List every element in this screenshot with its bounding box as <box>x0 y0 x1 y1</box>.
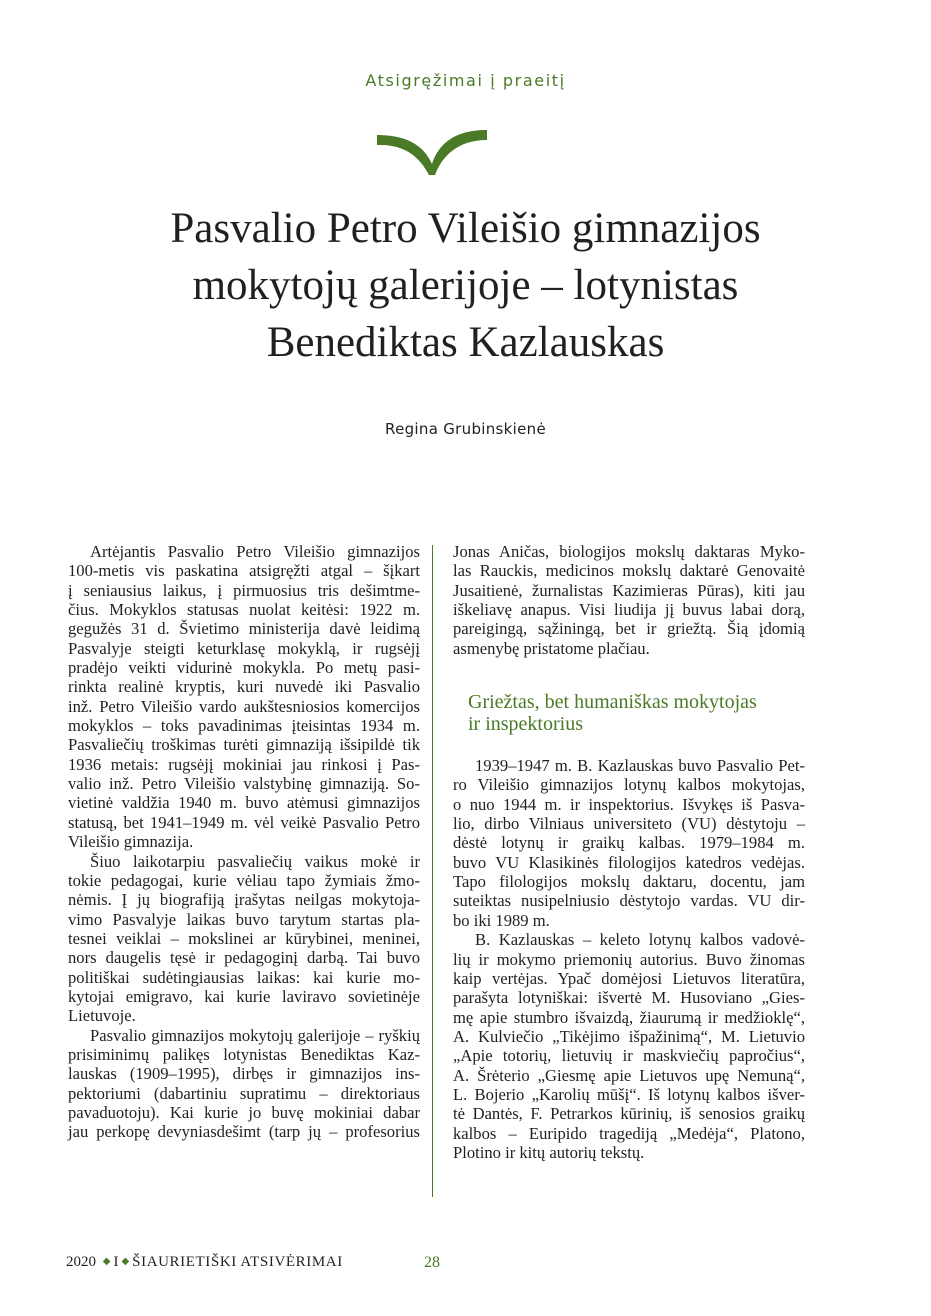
page-number: 28 <box>424 1254 440 1271</box>
text-line: Plotino ir kitų autorių tekstų. <box>453 1142 645 1162</box>
footer-issue: I <box>113 1254 119 1270</box>
text-line: tė Dantės, F. Petrarkos kūrinių, iš senosios graikų <box>453 1104 805 1124</box>
column-divider <box>432 545 433 1197</box>
text-line: bo iki 1989 m. <box>453 910 550 930</box>
title-line: Pasvalio Petro Vileišio gimnazijos <box>170 205 761 252</box>
text-line: valio inž. Petro Vileišio valstybinę gimnaziją. So- <box>68 774 420 794</box>
text-line: Pasvaliečių troškimas turėti gimnaziją išsipildė tik <box>68 735 420 755</box>
text-line: Jusaitienė, žurnalistas Kazimieras Pūras), kiti jau <box>453 580 805 600</box>
text-line: į seniausius laikus, į pirmuosius tris dešimtme- <box>68 580 420 600</box>
text-line: lių ir mokymo priemonių autorius. Buvo žinomas <box>453 949 805 969</box>
text-line: Pasvalyje steigti keturklasę mokyklą, ir rugsėjį <box>68 638 420 658</box>
paragraph <box>68 1026 420 1142</box>
paragraph <box>453 756 805 930</box>
text-line: Lietuvoje. <box>68 1006 136 1026</box>
text-line: pareigingą, sąžiningą, bet ir griežtą. Šią įdomią <box>453 619 805 639</box>
text-line: suteiktas nusipelniusio dėstytojo vardas. VU dir- <box>453 891 805 911</box>
text-line: tesnei veiklai – mokslinei ar kūrybinei, meninei, <box>68 928 420 948</box>
text-line: nors daugelis tęsė ir pedagoginį darbą. Tai buvo <box>68 948 420 968</box>
text-line: Jonas Aničas, biologijos mokslų daktaras Myko- <box>453 542 805 561</box>
title-line: Benediktas Kazlauskas <box>266 319 665 366</box>
text-line: 1939–1947 m. B. Kazlauskas buvo Pasvalio Pet- <box>475 756 805 776</box>
article-title <box>0 200 931 371</box>
text-line: gegužės 31 d. Švietimo ministerija davė leidimą <box>68 619 420 639</box>
paragraph <box>68 852 420 1026</box>
text-line: čius. Mokyklos statusas nuolat keitėsi: 1922 m. <box>68 600 420 620</box>
diamond-bullet-icon: ◆ <box>102 1256 111 1267</box>
left-column <box>68 542 420 1142</box>
section-subheading <box>468 691 805 735</box>
text-line: lauskas (1909–1995), dirbęs ir gimnazijos ins- <box>68 1064 420 1084</box>
text-line: 1936 metais: rugsėjį mokiniai jau rinkosi į Pas- <box>68 754 420 774</box>
title-line: mokytojų galerijoje – lotynistas <box>192 262 739 309</box>
text-line: prisiminimų palikęs lotynistas Benediktas Kaz- <box>68 1044 420 1064</box>
text-line: 100-metis vis paskatina atsigręžti atgal – šįkart <box>68 561 420 581</box>
diamond-bullet-icon: ◆ <box>121 1256 130 1267</box>
text-line: iškeliavę anapus. Visi liudija jį buvus labai dorą, <box>453 600 805 620</box>
text-line: jau perkopę devyniasdešimt (tarp jų – profesorius <box>68 1122 420 1142</box>
text-line: ro Vileišio gimnazijos lotynų kalbos mokytojas, <box>453 775 805 795</box>
right-column <box>453 542 805 1162</box>
paragraph <box>68 542 420 852</box>
subheading-line: ir inspektorius <box>468 713 583 736</box>
text-line: kalbos – Euripido tragediją „Medėja“, Platono, <box>453 1123 805 1143</box>
footer-year: 2020 <box>66 1254 96 1270</box>
text-line: Pasvalio gimnazijos mokytojų galerijoje – ryškių <box>90 1025 420 1045</box>
right-column-intro <box>453 542 805 658</box>
text-line: „Apie totorių, lietuvių ir maskviečių papročius“, <box>453 1046 805 1066</box>
footer <box>66 1254 343 1271</box>
text-line: dėstė lotynų ir graikų kalbas. 1979–1984 m. <box>453 833 805 853</box>
text-line: pektoriumi (dabartiniu supratimu – direktoriaus <box>68 1083 420 1103</box>
text-line: Artėjantis Pasvalio Petro Vileišio gimnazijos <box>90 542 420 561</box>
text-line: o nuo 1944 m. ir inspektorius. Išvykęs iš Pasva- <box>453 794 805 814</box>
text-line: politiškai sudėtingiausias laikas: kai kurie mo- <box>68 967 420 987</box>
text-line: L. Bojerio „Karolių mūšį“. Iš lotynų kalbos išver- <box>453 1084 805 1104</box>
text-line: vimo Pasvalyje laikas buvo tarytum startas pla- <box>68 909 420 929</box>
text-line: Šiuo laikotarpiu pasvaliečių vaikus mokė ir <box>90 851 420 871</box>
text-line: pradėjo veikti vidurinė mokykla. Po metų pasi- <box>68 658 420 678</box>
paragraph <box>453 542 805 658</box>
text-line: B. Kazlauskas – keleto lotynų kalbos vadovė- <box>475 930 805 950</box>
text-line: asmenybę pristatome plačiau. <box>453 638 650 658</box>
text-line: inž. Petro Vileišio vardo aukštesniosios komercijos <box>68 696 420 716</box>
text-line: nėmis. Į jų biografiją įrašytas neilgas mokytoja- <box>68 890 420 910</box>
text-line: mokyklos – toks pavadinimas įteisintas 1934 m. <box>68 716 420 736</box>
leaf-v-ornament-icon <box>374 118 490 176</box>
text-line: las Rauckis, medicinos mokslų daktarė Genovaitė <box>453 561 805 581</box>
text-line: vietinė valdžia 1940 m. buvo atėmusi gimnazijos <box>68 793 420 813</box>
text-line: Vileišio gimnazija. <box>68 832 194 852</box>
subheading-line: Griežtas, bet humaniškas mokytojas <box>468 691 757 714</box>
text-line: buvo VU Klasikinės filologijos katedros vedėjas. <box>453 852 805 872</box>
text-line: kaip vertėjas. Ypač domėjosi Lietuvos literatūra, <box>453 968 805 988</box>
text-line: Tapo filologijos mokslų daktaru, docentu, jam <box>453 872 805 892</box>
text-line: statusą, bet 1941–1949 m. vėl veikė Pasvalio Petro <box>68 812 420 832</box>
right-column-body <box>453 756 805 1162</box>
section-label: Atsigręžimai į praeitį <box>365 71 566 90</box>
author-name: Regina Grubinskienė <box>385 420 546 438</box>
text-line: kytojai emigravo, kai kurie laviravo sovietinėje <box>68 986 420 1006</box>
text-line: A. Šrėterio „Giesmę apie Lietuvos upę Nemuną“, <box>453 1065 805 1085</box>
text-line: tokie pedagogai, kurie vėliau tapo žymiais žmo- <box>68 870 420 890</box>
paragraph <box>453 930 805 1162</box>
text-line: rinkta realinė kryptis, kuri nuvedė iki Pasvalio <box>68 677 420 697</box>
text-line: A. Kulviečio „Tikėjimo išpažinimą“, M. Lietuvio <box>453 1026 805 1046</box>
text-line: lio, dirbo Vilniaus universiteto (VU) dėstytoju – <box>453 814 805 834</box>
text-line: parašyta lotyniškai: išvertė M. Husoviano „Gies- <box>453 988 805 1008</box>
text-line: mę apie stumbro išvaizdą, žiaurumą ir medžioklę“, <box>453 1007 805 1027</box>
footer-publication: ŠIAURIETIŠKI ATSIVĖRIMAI <box>132 1254 343 1270</box>
text-line: pavaduotoju). Kai kurie jo buvę mokiniai dabar <box>68 1102 420 1122</box>
